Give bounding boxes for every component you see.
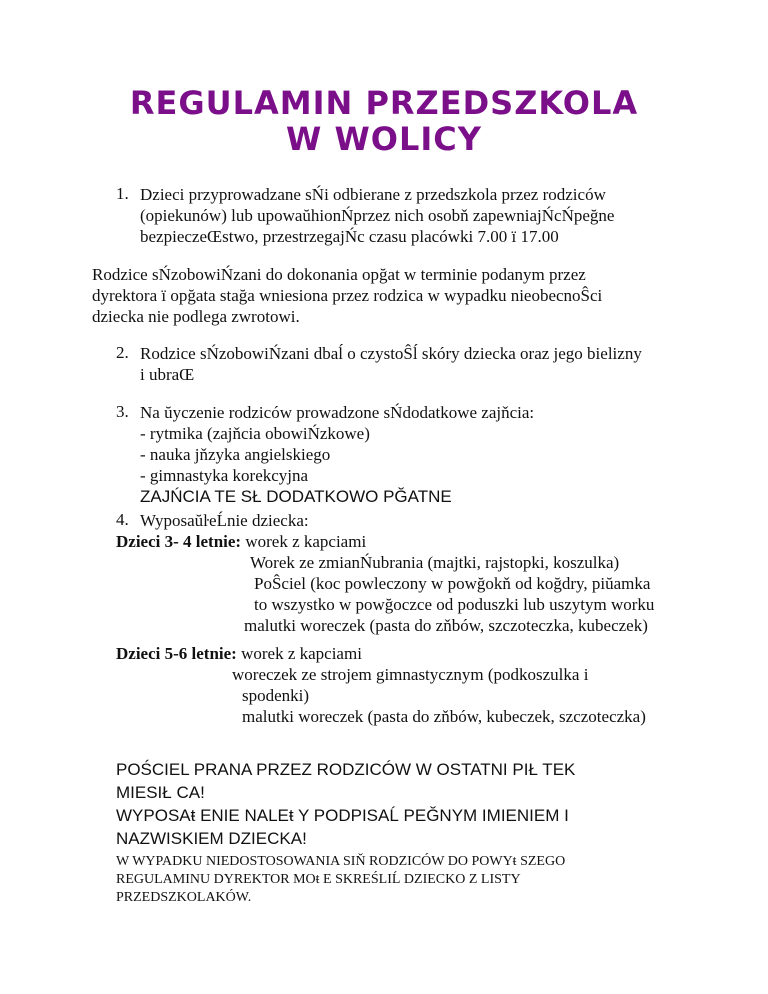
age-5-6-item: malutki woreczek (pasta do zňbów, kubeczek, szczoteczka)	[242, 707, 646, 726]
fee-paragraph	[92, 264, 602, 327]
item-1-number: 1.	[116, 184, 129, 203]
item-1-text	[140, 184, 614, 247]
item-3-line: Na ŭyczenie rodziców prowadzone sŃdodatkowe zajňcia:	[140, 403, 535, 422]
age-5-6-items	[232, 664, 646, 727]
notice-caps	[116, 758, 575, 850]
age-5-6-item: woreczek ze strojem gimnastycznym (podkoszulka i	[232, 665, 589, 684]
notice-small	[116, 853, 565, 907]
notice-small-line: PRZEDSZKOLAKÓW.	[116, 890, 252, 905]
item-4-number: 4.	[116, 510, 129, 529]
item-3-line: - nauka jňzyka angielskiego	[140, 445, 331, 464]
notice-caps-line: WYPOSAŧ ENIE NALEŧ Y PODPISAĹ PEĞNYM IMIENIEM I	[116, 806, 569, 825]
fee-line: dziecka nie podlega zwrotowi.	[92, 307, 300, 326]
age-3-4-items	[244, 552, 655, 636]
item-1-line: bezpieczeŒstwo, przestrzegajŃc czasu placówki 7.00 ï 17.00	[140, 227, 559, 246]
item-1-line: (opiekunów) lub upowaŭhionŃprzez nich osobň zapewniajŃcŃpeğne	[140, 206, 615, 225]
age-3-4-item: PoŜciel (koc powleczony w powğokň od koğdry, piŭamka	[254, 574, 651, 593]
notice-small-line: REGULAMINU DYREKTOR MOŧ E SKREŚLIĹ DZIECKO Z LISTY	[116, 872, 521, 887]
notice-small-line: W WYPADKU NIEDOSTOSOWANIA SIŇ RODZICÓW DO POWYŧ SZEGO	[116, 854, 566, 869]
document-title-line-1: REGULAMIN PRZEDSZKOLA	[129, 84, 639, 122]
age-3-4-first-row	[116, 531, 366, 552]
item-3-text	[140, 402, 534, 507]
item-4-heading: WyposaŭŀeĹnie dziecka:	[140, 511, 309, 530]
item-1-line: Dzieci przyprowadzane sŃi odbierane z przedszkola przez rodziców	[140, 185, 606, 204]
age-3-4-item: Worek ze zmianŃubrania (majtki, rajstopki, koszulka)	[250, 553, 620, 572]
paid-note: ZAJŃCIA TE SŁ DODATKOWO PĞATNE	[140, 487, 452, 506]
item-2-line: Rodzice sŃzobowiŃzani dbaĺ o czystoŜĺ skóry dziecka oraz jego bielizny	[140, 344, 642, 363]
item-2-number: 2.	[116, 343, 129, 362]
fee-line: Rodzice sŃzobowiŃzani do dokonania opğat w terminie podanym przez	[92, 265, 586, 284]
age-5-6-item: spodenki)	[242, 686, 310, 705]
age-5-6-label: Dzieci 5-6 letnie:	[116, 644, 237, 663]
fee-line: dyrektora ï opğata stağa wniesiona przez rodzica w wypadku nieobecnoŜci	[92, 286, 603, 305]
item-3-line: - rytmika (zajňcia obowiŃzkowe)	[140, 424, 370, 443]
document-title-line-2: W WOLICY	[286, 120, 482, 158]
age-3-4-item: malutki woreczek (pasta do zňbów, szczoteczka, kubeczek)	[244, 616, 648, 635]
notice-caps-line: MIESIŁ CA!	[116, 783, 205, 802]
notice-caps-line: POŚCIEL PRANA PRZEZ RODZICÓW W OSTATNI PIŁ TEK	[116, 760, 576, 779]
age-5-6-first-item: worek z kapciami	[241, 644, 362, 663]
age-5-6-first-row	[116, 643, 362, 664]
item-2-line: i ubraŒ	[140, 365, 195, 384]
age-3-4-label: Dzieci 3- 4 letnie:	[116, 532, 242, 551]
item-2-text	[140, 343, 642, 385]
item-3-line: - gimnastyka korekcyjna	[140, 466, 309, 485]
age-3-4-first-item: worek z kapciami	[245, 532, 367, 551]
notice-caps-line: NAZWISKIEM DZIECKA!	[116, 829, 307, 848]
age-3-4-item: to wszystko w powğoczce od poduszki lub uszytym worku	[254, 595, 655, 614]
item-3-number: 3.	[116, 402, 129, 421]
